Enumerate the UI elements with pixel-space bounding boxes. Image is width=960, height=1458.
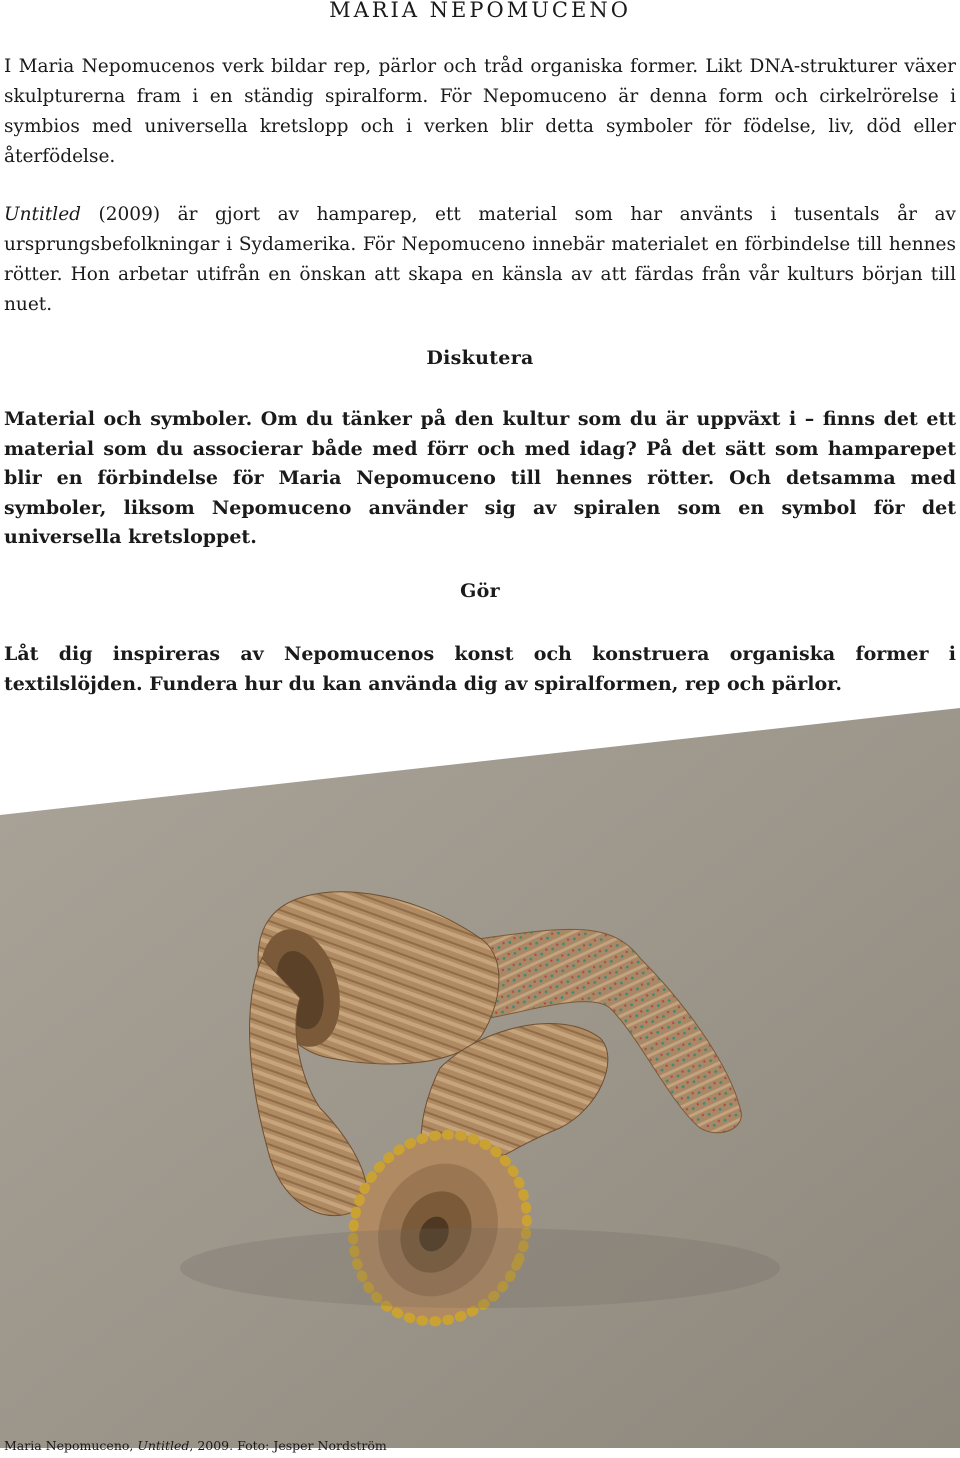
- caption-work: Untitled: [137, 1438, 190, 1453]
- discuss-heading: Diskutera: [426, 347, 534, 369]
- caption-artist: Maria Nepomuceno,: [4, 1438, 138, 1453]
- sculpture-photo: [0, 708, 960, 1448]
- artwork-text: (2009) är gjort av hamparep, ett material som har använts i tusentals år av ursprungsbefolkningar i Sydamerika. För Nepomuceno innebär materialet en förbindelse till hennes rötter. Hon arbetar utifrån en önskan att skapa en känsla av att färdas från vår kulturs början till nuet.: [4, 204, 956, 315]
- caption-rest: , 2009. Foto: Jesper Nordström: [189, 1438, 387, 1453]
- do-heading: Gör: [460, 580, 500, 602]
- artwork-paragraph: [4, 200, 956, 320]
- artwork-title: Untitled: [4, 204, 81, 225]
- intro-paragraph: I Maria Nepomucenos verk bildar rep, pärlor och tråd organiska former. Likt DNA-strukturer växer skulpturerna fram i en ständig spiralform. För Nepomuceno är denna form och cirkelrörelse i symbios med universella kretslopp och i verken blir detta symboler för födelse, liv, död eller återfödelse.: [4, 56, 956, 167]
- photo-caption: [4, 1438, 387, 1454]
- do-paragraph: Låt dig inspireras av Nepomucenos konst och konstruera organiska former i textilslöjden. Fundera hur du kan använda dig av spiralformen, rep och pärlor.: [4, 643, 956, 695]
- page-title: MARIA NEPOMUCENO: [329, 0, 631, 22]
- discuss-paragraph: Material och symboler. Om du tänker på den kultur som du är uppväxt i – finns det ett material som du associerar både med förr och med idag? På det sätt som hamparepet blir en förbindelse för Maria Nepomuceno till hennes rötter. Och detsamma med symboler, liksom Nepomuceno använder sig av spiralen som en symbol för det universella kretsloppet.: [4, 408, 956, 548]
